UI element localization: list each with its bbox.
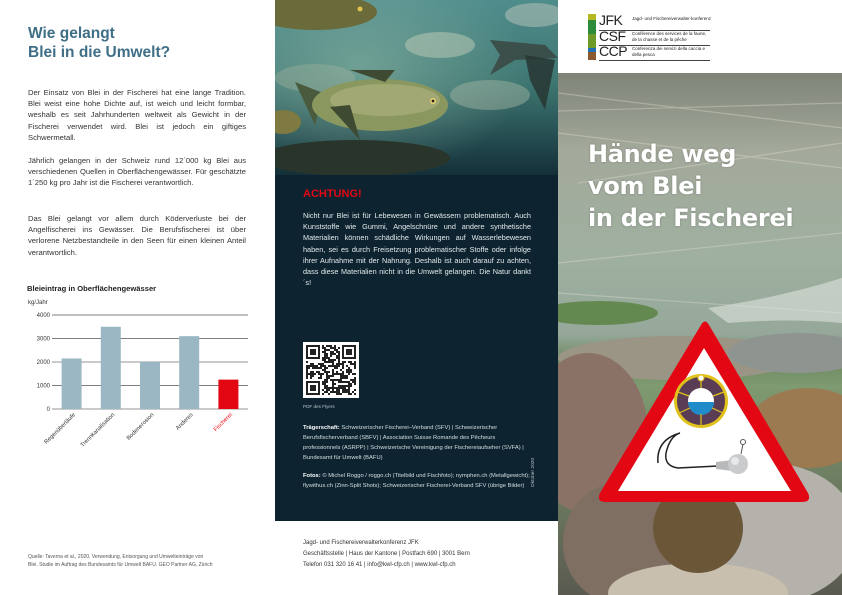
bar-trennkanalisation xyxy=(101,327,121,409)
logo-ccp: CCP xyxy=(599,43,628,59)
sponsors-label: Trägerschaft: xyxy=(303,425,340,431)
logo-desc-it: Conferenza dei servizi della caccia e della pesca xyxy=(632,46,706,57)
logo-abbreviations xyxy=(599,13,627,60)
cover-title-line-1: Hände weg xyxy=(588,140,737,168)
footer-contact[interactable]: Telefon 031 320 16 41 | info@kwl-cfp.ch | www.kwl-cfp.ch xyxy=(303,561,456,568)
paragraph-2: Jährlich gelangen in der Schweiz rund 12´000 kg Blei aus verschiedenen Quellen in Oberflächengewässer. Für geschätzte 1´250 kg pro Jahr ist die Fischerei verantwortlich. xyxy=(28,156,246,188)
qr-label: PDF des Flyers xyxy=(303,404,335,409)
y-tick-label: 4000 xyxy=(36,313,50,319)
bar-regenüberläufe xyxy=(62,358,82,409)
heading-line-2: Blei in die Umwelt? xyxy=(28,44,171,61)
source-line-2: Blei. Studie im Auftrag des Bundesamts für Umwelt BAFU. GEO Partner AG, Zürich xyxy=(28,562,213,568)
warning-triangle xyxy=(588,318,818,518)
logo-color-bars xyxy=(588,14,596,60)
cover-title-line-2: vom Blei xyxy=(588,172,703,200)
left-panel xyxy=(0,0,275,595)
y-tick-label: 3000 xyxy=(36,336,50,343)
y-tick-label: 2000 xyxy=(36,360,50,366)
heading-line-1: Wie gelangt xyxy=(28,25,115,42)
x-tick-label: Regenüberläufe xyxy=(43,412,78,446)
paragraph-3: Das Blei gelangt vor allem durch Köderverluste bei der Angelfischerei ins Gewässer. Die Berufsfischerei ist über verlorene Netzbestandteile in den Seen für einen kleinen Anteil verantwortlich. xyxy=(28,214,246,257)
cover-title xyxy=(588,138,793,234)
photo-credits-text: © Michel Roggo / roggo.ch (Titelbild und Fischfoto); nymphen.ch (Metallgewicht); flywithus.ch (Zinn-Split Shots); Schweizerischer Fischerei-Verband SFV (übrige Bilder) xyxy=(303,473,530,489)
achtung-heading: ACHTUNG! xyxy=(303,188,362,200)
section-heading xyxy=(28,24,170,62)
logo-jfk: JFK xyxy=(599,12,623,28)
middle-panel xyxy=(275,0,558,595)
source-line-1: Quelle: Taverna et al., 2020. Verwendung, Entsorgung und Umwelteinträge von xyxy=(28,554,204,560)
logo-desc-de: Jagd- und Fischereiverwalter-konferenz xyxy=(632,16,712,21)
y-tick-label: 1000 xyxy=(36,383,50,390)
y-axis-label: kg/Jahr xyxy=(28,300,48,306)
cover-title-line-3: in der Fischerei xyxy=(588,204,794,232)
bar-anderes xyxy=(179,336,199,409)
publication-date: Oktober 2020 xyxy=(531,457,536,487)
footer-address: Geschäftsstelle | Haus der Kantone | Postfach 690 | 3001 Bern xyxy=(303,550,470,557)
chart-title: Bleieintrag in Oberflächengewässer xyxy=(27,284,157,293)
jfk-logo xyxy=(588,14,710,60)
cover-panel xyxy=(558,0,842,595)
x-tick-label: Trennkanalisation xyxy=(79,412,117,449)
sponsors-list: Schweizerischer Fischerei–Verband (SFV) | Schweizerischer Berufsfischerverband (SBFV) | Association Suisse Romande des Pêcheurs professionnels (ASRPP) | Schweizerische Vereinigung der Fischereiaufseher (SVFA) | Bundesamt für Umwelt (BAFU) xyxy=(303,425,524,461)
footer-org: Jagd- und Fischereiverwalterkonferenz JFK xyxy=(303,540,419,546)
contact-footer xyxy=(303,538,470,570)
logo-desc-fr: Conférence des services de la faune, de la chasse et de la pêche xyxy=(632,31,707,42)
bar-chart xyxy=(0,292,275,477)
split-shot-box-icon xyxy=(674,374,728,428)
bar-fischerei xyxy=(218,380,238,409)
achtung-text: Nicht nur Blei ist für Lebewesen in Gewässern problematisch. Auch Kunststoffe wie Gummi, Angelschnüre und andere synthetische Materialien können schädliche Wirkungen auf Wasserlebewesen haben, sei es durch Freisetzung problematischer Stoffe oder infolge ihrer Aufnahme mit der Nahrung. Deshalb ist auch darauf zu achten, dass diese Materialien nicht in die Umwelt gelangen. Die Natur dankt´s! xyxy=(303,211,531,288)
x-tick-label: Anderes xyxy=(175,412,195,432)
fish-photo xyxy=(275,0,558,190)
logo-csf: CSF xyxy=(599,27,626,44)
y-tick-label: 0 xyxy=(46,407,50,413)
photo-credits xyxy=(303,471,533,491)
bar-bodenerosion xyxy=(140,362,160,409)
sponsors-text xyxy=(303,423,533,463)
paragraph-1: Der Einsatz von Blei in der Fischerei hat eine lange Tradition. Blei weist eine hohe Dichte auf, ist weich und leicht formbar, weshalb es seit Jahrhunderten weltweit als Gewicht in der Fischerei verwendet wird. Blei ist jedoch ein giftiges Schwermetall. xyxy=(28,88,246,142)
photo-credits-label: Fotos: xyxy=(303,473,321,479)
x-tick-label: Fischerei xyxy=(212,412,234,434)
source-citation xyxy=(28,553,258,569)
x-tick-label: Bodenerosion xyxy=(125,412,156,442)
qr-code[interactable] xyxy=(303,342,359,398)
